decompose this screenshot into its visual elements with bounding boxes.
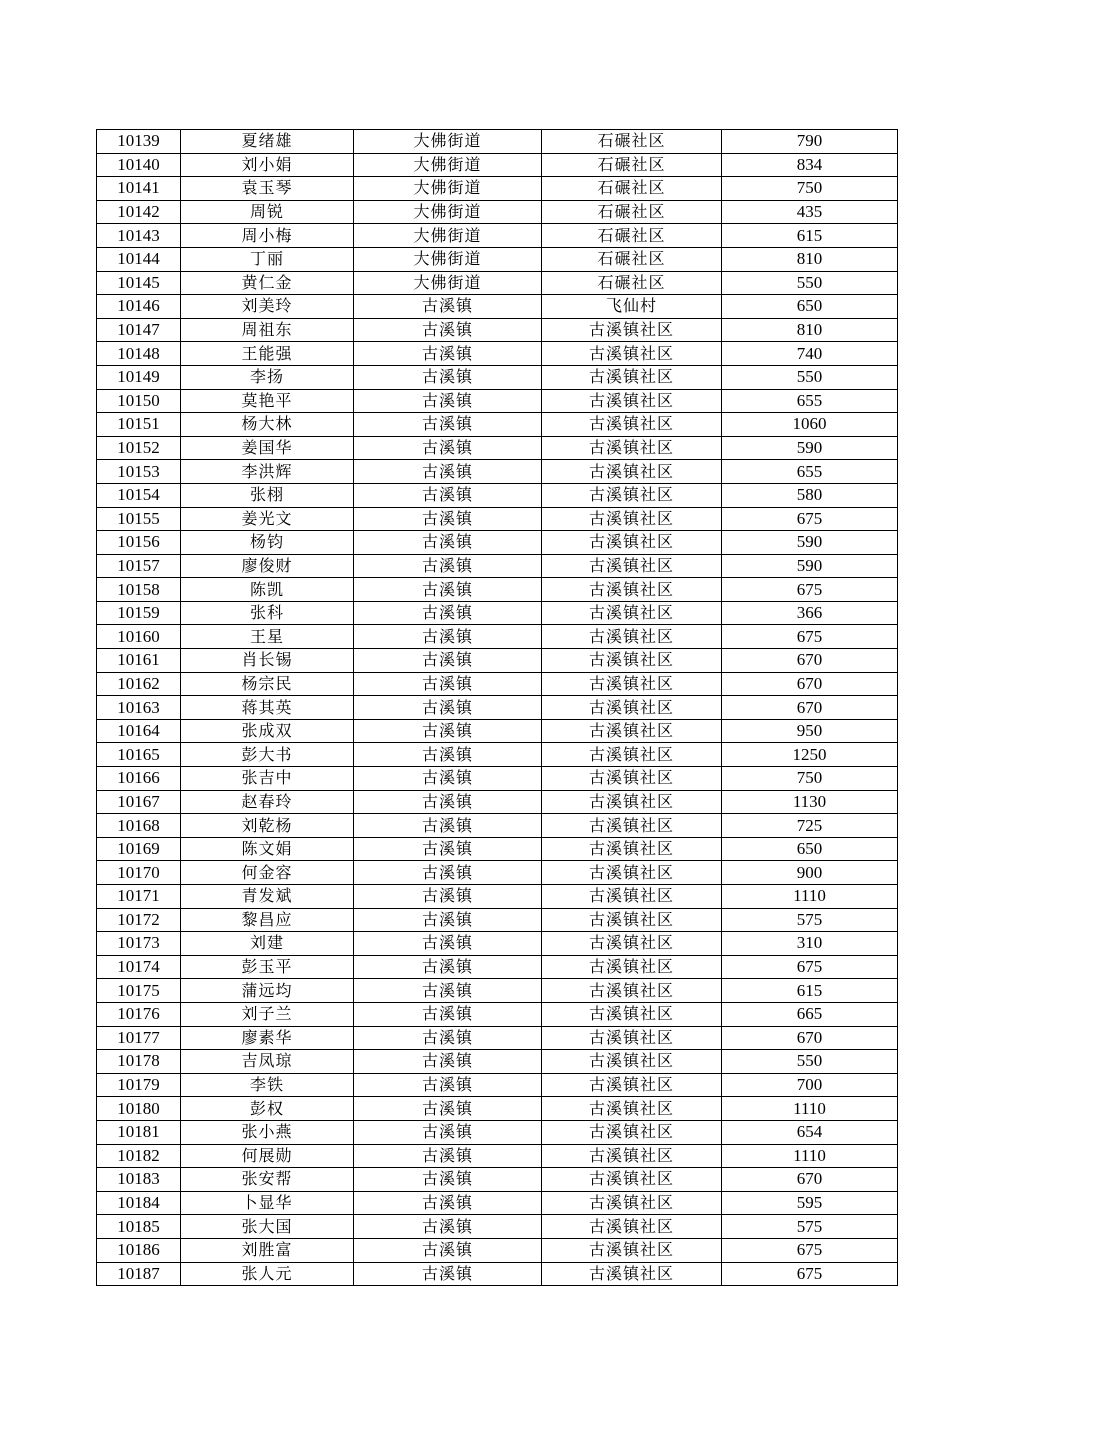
person-name-cell: 陈文娟 (181, 837, 354, 861)
table-row (97, 1120, 898, 1144)
person-name-cell: 赵春玲 (181, 790, 354, 814)
person-name-cell: 杨宗民 (181, 672, 354, 696)
person-name-cell: 黎昌应 (181, 908, 354, 932)
community-cell: 古溪镇社区 (542, 743, 722, 767)
town-cell: 古溪镇 (354, 1215, 542, 1239)
record-id-cell: 10152 (97, 436, 181, 460)
record-id-cell: 10183 (97, 1168, 181, 1192)
table-row (97, 1002, 898, 1026)
table-row (97, 578, 898, 602)
person-name-cell: 肖长锡 (181, 649, 354, 673)
table-row (97, 908, 898, 932)
town-cell: 大佛街道 (354, 130, 542, 154)
community-cell: 古溪镇社区 (542, 625, 722, 649)
record-id-cell: 10167 (97, 790, 181, 814)
person-name-cell: 张栩 (181, 483, 354, 507)
amount-cell: 595 (722, 1191, 898, 1215)
table-row (97, 885, 898, 909)
person-name-cell: 吉凤琼 (181, 1050, 354, 1074)
town-cell: 古溪镇 (354, 1097, 542, 1121)
community-cell: 古溪镇社区 (542, 885, 722, 909)
community-cell: 古溪镇社区 (542, 1144, 722, 1168)
community-cell: 古溪镇社区 (542, 767, 722, 791)
person-name-cell: 张安帮 (181, 1168, 354, 1192)
amount-cell: 950 (722, 719, 898, 743)
record-id-cell: 10159 (97, 601, 181, 625)
amount-cell: 675 (722, 1238, 898, 1262)
community-cell: 古溪镇社区 (542, 436, 722, 460)
amount-cell: 575 (722, 1215, 898, 1239)
record-id-cell: 10161 (97, 649, 181, 673)
community-cell: 古溪镇社区 (542, 1168, 722, 1192)
record-id-cell: 10143 (97, 224, 181, 248)
town-cell: 古溪镇 (354, 1120, 542, 1144)
record-id-cell: 10176 (97, 1002, 181, 1026)
table-row (97, 1262, 898, 1286)
person-name-cell: 莫艳平 (181, 389, 354, 413)
community-cell: 古溪镇社区 (542, 554, 722, 578)
community-cell: 古溪镇社区 (542, 837, 722, 861)
table-row (97, 955, 898, 979)
person-name-cell: 彭大书 (181, 743, 354, 767)
town-cell: 大佛街道 (354, 200, 542, 224)
amount-cell: 550 (722, 271, 898, 295)
community-cell: 古溪镇社区 (542, 531, 722, 555)
amount-cell: 725 (722, 814, 898, 838)
person-name-cell: 彭权 (181, 1097, 354, 1121)
record-id-cell: 10175 (97, 979, 181, 1003)
amount-cell: 435 (722, 200, 898, 224)
community-cell: 古溪镇社区 (542, 861, 722, 885)
town-cell: 古溪镇 (354, 719, 542, 743)
table-row (97, 177, 898, 201)
person-name-cell: 黄仁金 (181, 271, 354, 295)
town-cell: 古溪镇 (354, 649, 542, 673)
table-row (97, 554, 898, 578)
town-cell: 古溪镇 (354, 342, 542, 366)
record-id-cell: 10153 (97, 460, 181, 484)
table-row (97, 1215, 898, 1239)
table-row (97, 413, 898, 437)
person-name-cell: 何展勋 (181, 1144, 354, 1168)
community-cell: 古溪镇社区 (542, 1050, 722, 1074)
community-cell: 古溪镇社区 (542, 672, 722, 696)
amount-cell: 675 (722, 578, 898, 602)
town-cell: 古溪镇 (354, 601, 542, 625)
community-cell: 古溪镇社区 (542, 649, 722, 673)
amount-cell: 675 (722, 1262, 898, 1286)
town-cell: 古溪镇 (354, 861, 542, 885)
community-cell: 石碾社区 (542, 177, 722, 201)
record-id-cell: 10148 (97, 342, 181, 366)
amount-cell: 1110 (722, 885, 898, 909)
town-cell: 古溪镇 (354, 696, 542, 720)
person-name-cell: 陈凯 (181, 578, 354, 602)
amount-cell: 740 (722, 342, 898, 366)
amount-cell: 675 (722, 507, 898, 531)
table-row (97, 790, 898, 814)
record-id-cell: 10156 (97, 531, 181, 555)
table-row (97, 979, 898, 1003)
amount-cell: 1110 (722, 1144, 898, 1168)
amount-cell: 590 (722, 436, 898, 460)
community-cell: 古溪镇社区 (542, 578, 722, 602)
community-cell: 古溪镇社区 (542, 1191, 722, 1215)
record-id-cell: 10144 (97, 247, 181, 271)
person-name-cell: 蒋其英 (181, 696, 354, 720)
record-id-cell: 10140 (97, 153, 181, 177)
record-id-cell: 10173 (97, 932, 181, 956)
table-row (97, 342, 898, 366)
person-name-cell: 丁丽 (181, 247, 354, 271)
record-id-cell: 10180 (97, 1097, 181, 1121)
community-cell: 古溪镇社区 (542, 413, 722, 437)
record-id-cell: 10164 (97, 719, 181, 743)
person-name-cell: 李铁 (181, 1073, 354, 1097)
person-name-cell: 张科 (181, 601, 354, 625)
amount-cell: 550 (722, 365, 898, 389)
record-id-cell: 10141 (97, 177, 181, 201)
person-name-cell: 刘乾杨 (181, 814, 354, 838)
town-cell: 古溪镇 (354, 1144, 542, 1168)
town-cell: 古溪镇 (354, 554, 542, 578)
town-cell: 古溪镇 (354, 767, 542, 791)
amount-cell: 750 (722, 767, 898, 791)
town-cell: 古溪镇 (354, 507, 542, 531)
table-row (97, 483, 898, 507)
record-id-cell: 10151 (97, 413, 181, 437)
person-name-cell: 王能强 (181, 342, 354, 366)
record-id-cell: 10145 (97, 271, 181, 295)
community-cell: 古溪镇社区 (542, 908, 722, 932)
record-id-cell: 10179 (97, 1073, 181, 1097)
amount-cell: 790 (722, 130, 898, 154)
amount-cell: 575 (722, 908, 898, 932)
record-id-cell: 10172 (97, 908, 181, 932)
amount-cell: 1130 (722, 790, 898, 814)
person-name-cell: 杨大林 (181, 413, 354, 437)
community-cell: 古溪镇社区 (542, 1026, 722, 1050)
town-cell: 古溪镇 (354, 578, 542, 602)
table-row (97, 837, 898, 861)
record-id-cell: 10150 (97, 389, 181, 413)
table-row (97, 696, 898, 720)
person-name-cell: 周小梅 (181, 224, 354, 248)
community-cell: 古溪镇社区 (542, 318, 722, 342)
record-id-cell: 10155 (97, 507, 181, 531)
amount-cell: 1060 (722, 413, 898, 437)
town-cell: 古溪镇 (354, 1168, 542, 1192)
table-row (97, 389, 898, 413)
table-row (97, 1073, 898, 1097)
person-name-cell: 李扬 (181, 365, 354, 389)
amount-cell: 750 (722, 177, 898, 201)
town-cell: 大佛街道 (354, 271, 542, 295)
amount-cell: 366 (722, 601, 898, 625)
person-name-cell: 姜光文 (181, 507, 354, 531)
person-name-cell: 张成双 (181, 719, 354, 743)
amount-cell: 675 (722, 625, 898, 649)
town-cell: 古溪镇 (354, 979, 542, 1003)
record-id-cell: 10142 (97, 200, 181, 224)
community-cell: 古溪镇社区 (542, 483, 722, 507)
person-name-cell: 李洪辉 (181, 460, 354, 484)
table-row (97, 153, 898, 177)
amount-cell: 670 (722, 649, 898, 673)
record-id-cell: 10139 (97, 130, 181, 154)
record-id-cell: 10166 (97, 767, 181, 791)
table-row (97, 1026, 898, 1050)
person-name-cell: 王星 (181, 625, 354, 649)
community-cell: 古溪镇社区 (542, 1002, 722, 1026)
town-cell: 古溪镇 (354, 318, 542, 342)
town-cell: 古溪镇 (354, 837, 542, 861)
amount-cell: 655 (722, 460, 898, 484)
person-name-cell: 袁玉琴 (181, 177, 354, 201)
record-id-cell: 10162 (97, 672, 181, 696)
town-cell: 大佛街道 (354, 153, 542, 177)
record-id-cell: 10157 (97, 554, 181, 578)
person-name-cell: 姜国华 (181, 436, 354, 460)
community-cell: 古溪镇社区 (542, 389, 722, 413)
community-cell: 古溪镇社区 (542, 1238, 722, 1262)
community-cell: 古溪镇社区 (542, 790, 722, 814)
records-table-body (97, 130, 898, 1286)
community-cell: 古溪镇社区 (542, 1262, 722, 1286)
record-id-cell: 10165 (97, 743, 181, 767)
table-row (97, 672, 898, 696)
person-name-cell: 刘小娟 (181, 153, 354, 177)
town-cell: 古溪镇 (354, 483, 542, 507)
town-cell: 古溪镇 (354, 672, 542, 696)
record-id-cell: 10182 (97, 1144, 181, 1168)
community-cell: 石碾社区 (542, 224, 722, 248)
person-name-cell: 青发斌 (181, 885, 354, 909)
record-id-cell: 10149 (97, 365, 181, 389)
amount-cell: 650 (722, 837, 898, 861)
amount-cell: 700 (722, 1073, 898, 1097)
record-id-cell: 10171 (97, 885, 181, 909)
table-row (97, 460, 898, 484)
amount-cell: 675 (722, 955, 898, 979)
table-row (97, 814, 898, 838)
town-cell: 大佛街道 (354, 224, 542, 248)
town-cell: 大佛街道 (354, 247, 542, 271)
community-cell: 古溪镇社区 (542, 814, 722, 838)
community-cell: 古溪镇社区 (542, 507, 722, 531)
community-cell: 古溪镇社区 (542, 365, 722, 389)
person-name-cell: 刘子兰 (181, 1002, 354, 1026)
table-row (97, 200, 898, 224)
town-cell: 古溪镇 (354, 955, 542, 979)
table-row (97, 767, 898, 791)
community-cell: 古溪镇社区 (542, 696, 722, 720)
table-row (97, 719, 898, 743)
community-cell: 石碾社区 (542, 153, 722, 177)
town-cell: 古溪镇 (354, 1191, 542, 1215)
amount-cell: 580 (722, 483, 898, 507)
town-cell: 古溪镇 (354, 1073, 542, 1097)
person-name-cell: 廖俊财 (181, 554, 354, 578)
table-row (97, 531, 898, 555)
person-name-cell: 周锐 (181, 200, 354, 224)
amount-cell: 900 (722, 861, 898, 885)
amount-cell: 590 (722, 531, 898, 555)
town-cell: 古溪镇 (354, 1262, 542, 1286)
town-cell: 古溪镇 (354, 413, 542, 437)
amount-cell: 670 (722, 1168, 898, 1192)
person-name-cell: 卜显华 (181, 1191, 354, 1215)
person-name-cell: 杨钧 (181, 531, 354, 555)
person-name-cell: 张吉中 (181, 767, 354, 791)
town-cell: 古溪镇 (354, 1026, 542, 1050)
table-row (97, 318, 898, 342)
community-cell: 古溪镇社区 (542, 1120, 722, 1144)
town-cell: 古溪镇 (354, 625, 542, 649)
person-name-cell: 蒲远均 (181, 979, 354, 1003)
town-cell: 古溪镇 (354, 814, 542, 838)
town-cell: 古溪镇 (354, 436, 542, 460)
record-id-cell: 10160 (97, 625, 181, 649)
community-cell: 古溪镇社区 (542, 1097, 722, 1121)
record-id-cell: 10178 (97, 1050, 181, 1074)
town-cell: 大佛街道 (354, 177, 542, 201)
table-row (97, 932, 898, 956)
person-name-cell: 刘胜富 (181, 1238, 354, 1262)
record-id-cell: 10181 (97, 1120, 181, 1144)
document-sheet (96, 129, 898, 1286)
table-row (97, 507, 898, 531)
town-cell: 古溪镇 (354, 790, 542, 814)
table-row (97, 365, 898, 389)
record-id-cell: 10169 (97, 837, 181, 861)
amount-cell: 810 (722, 318, 898, 342)
person-name-cell: 张人元 (181, 1262, 354, 1286)
table-row (97, 649, 898, 673)
amount-cell: 550 (722, 1050, 898, 1074)
community-cell: 古溪镇社区 (542, 460, 722, 484)
amount-cell: 810 (722, 247, 898, 271)
table-row (97, 247, 898, 271)
town-cell: 古溪镇 (354, 295, 542, 319)
table-row (97, 743, 898, 767)
person-name-cell: 周祖东 (181, 318, 354, 342)
record-id-cell: 10186 (97, 1238, 181, 1262)
record-id-cell: 10170 (97, 861, 181, 885)
records-table (96, 129, 898, 1286)
amount-cell: 670 (722, 1026, 898, 1050)
community-cell: 石碾社区 (542, 271, 722, 295)
record-id-cell: 10147 (97, 318, 181, 342)
record-id-cell: 10146 (97, 295, 181, 319)
amount-cell: 1250 (722, 743, 898, 767)
town-cell: 古溪镇 (354, 531, 542, 555)
town-cell: 古溪镇 (354, 743, 542, 767)
town-cell: 古溪镇 (354, 365, 542, 389)
amount-cell: 665 (722, 1002, 898, 1026)
record-id-cell: 10177 (97, 1026, 181, 1050)
community-cell: 古溪镇社区 (542, 1073, 722, 1097)
record-id-cell: 10187 (97, 1262, 181, 1286)
record-id-cell: 10154 (97, 483, 181, 507)
table-row (97, 130, 898, 154)
amount-cell: 654 (722, 1120, 898, 1144)
table-row (97, 1168, 898, 1192)
amount-cell: 670 (722, 672, 898, 696)
record-id-cell: 10158 (97, 578, 181, 602)
community-cell: 古溪镇社区 (542, 955, 722, 979)
town-cell: 古溪镇 (354, 885, 542, 909)
community-cell: 古溪镇社区 (542, 719, 722, 743)
community-cell: 飞仙村 (542, 295, 722, 319)
amount-cell: 650 (722, 295, 898, 319)
record-id-cell: 10174 (97, 955, 181, 979)
town-cell: 古溪镇 (354, 1050, 542, 1074)
table-row (97, 1191, 898, 1215)
table-row (97, 601, 898, 625)
person-name-cell: 张大国 (181, 1215, 354, 1239)
table-row (97, 625, 898, 649)
town-cell: 古溪镇 (354, 389, 542, 413)
person-name-cell: 彭玉平 (181, 955, 354, 979)
amount-cell: 655 (722, 389, 898, 413)
town-cell: 古溪镇 (354, 908, 542, 932)
table-row (97, 271, 898, 295)
community-cell: 石碾社区 (542, 130, 722, 154)
person-name-cell: 刘建 (181, 932, 354, 956)
town-cell: 古溪镇 (354, 460, 542, 484)
record-id-cell: 10185 (97, 1215, 181, 1239)
community-cell: 石碾社区 (542, 200, 722, 224)
record-id-cell: 10163 (97, 696, 181, 720)
amount-cell: 834 (722, 153, 898, 177)
person-name-cell: 刘美玲 (181, 295, 354, 319)
amount-cell: 590 (722, 554, 898, 578)
table-row (97, 224, 898, 248)
town-cell: 古溪镇 (354, 1002, 542, 1026)
record-id-cell: 10184 (97, 1191, 181, 1215)
table-row (97, 1238, 898, 1262)
person-name-cell: 张小燕 (181, 1120, 354, 1144)
table-row (97, 1050, 898, 1074)
community-cell: 古溪镇社区 (542, 342, 722, 366)
person-name-cell: 夏绪雄 (181, 130, 354, 154)
amount-cell: 615 (722, 979, 898, 1003)
town-cell: 古溪镇 (354, 1238, 542, 1262)
table-row (97, 1097, 898, 1121)
table-row (97, 436, 898, 460)
community-cell: 古溪镇社区 (542, 932, 722, 956)
record-id-cell: 10168 (97, 814, 181, 838)
table-row (97, 295, 898, 319)
town-cell: 古溪镇 (354, 932, 542, 956)
community-cell: 古溪镇社区 (542, 1215, 722, 1239)
amount-cell: 615 (722, 224, 898, 248)
community-cell: 石碾社区 (542, 247, 722, 271)
amount-cell: 310 (722, 932, 898, 956)
table-row (97, 1144, 898, 1168)
table-row (97, 861, 898, 885)
community-cell: 古溪镇社区 (542, 979, 722, 1003)
person-name-cell: 何金容 (181, 861, 354, 885)
person-name-cell: 廖素华 (181, 1026, 354, 1050)
community-cell: 古溪镇社区 (542, 601, 722, 625)
amount-cell: 670 (722, 696, 898, 720)
amount-cell: 1110 (722, 1097, 898, 1121)
